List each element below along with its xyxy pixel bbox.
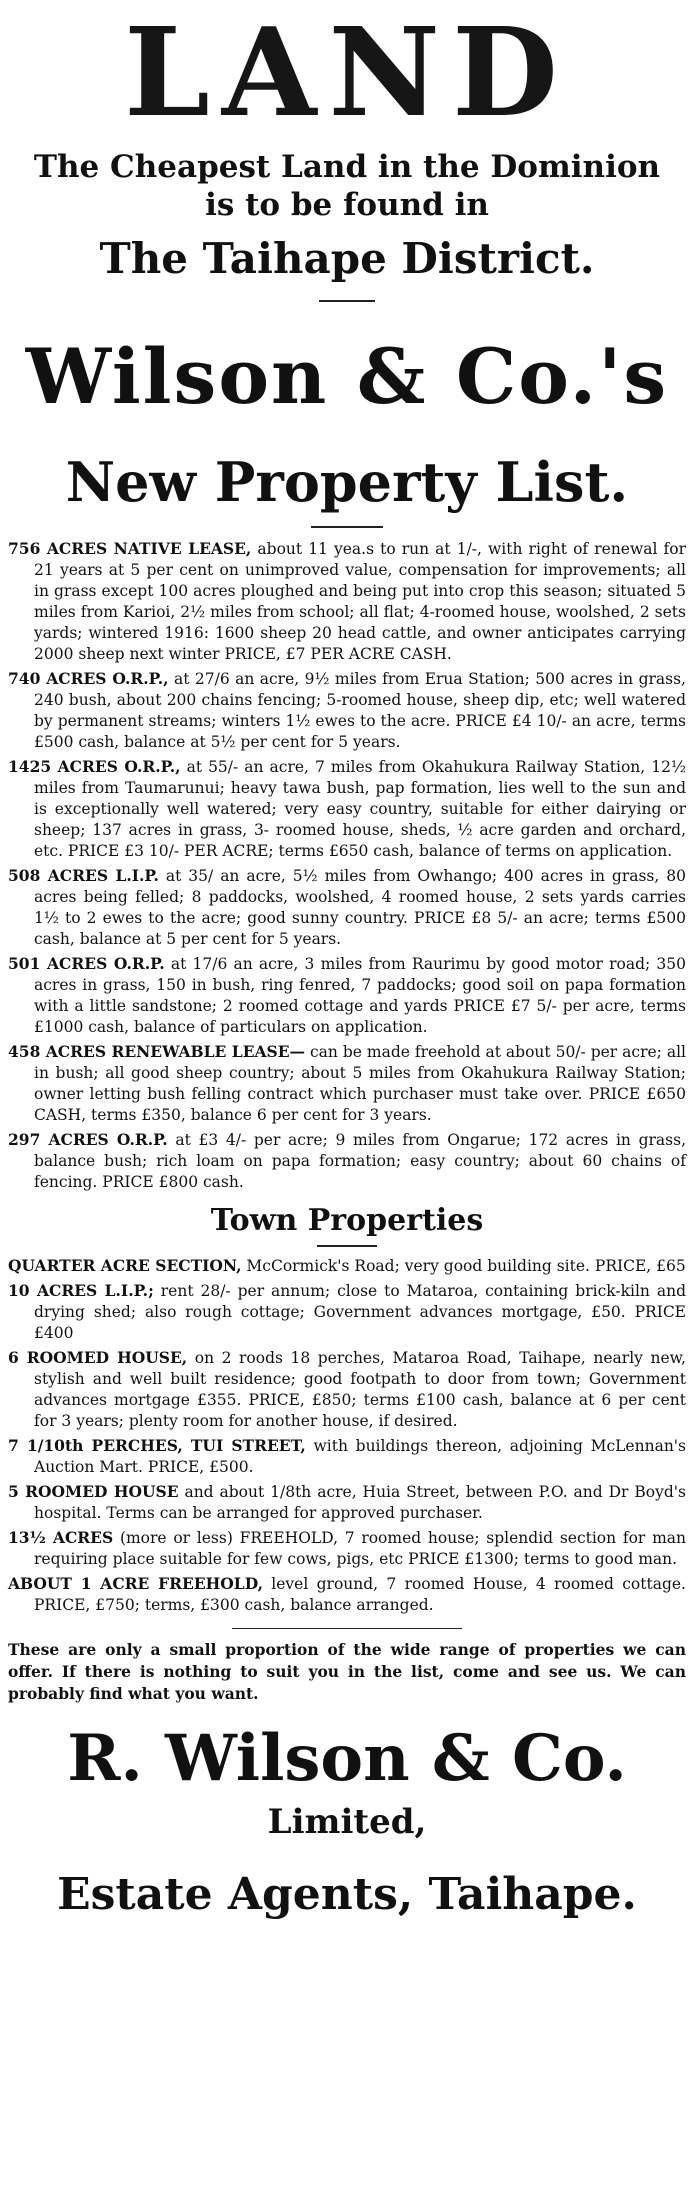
listing-heading: 458 ACRES RENEWABLE LEASE— (8, 1042, 306, 1061)
listing-body: at 27/6 an acre, 9½ miles from Erua Station; 500 acres in grass, 240 bush, about 200 chains fencing; 5-roomed house, sheep dip, etc; well watered by permanent streams; winters 1½ ewes to the acre. PRICE £4 10/- an acre, terms £500 cash, balance at 5½ per cent for 5 years. (34, 670, 686, 751)
farm-listings (8, 538, 686, 1193)
listing-heading: 740 ACRES O.R.P., (8, 669, 169, 688)
listing-heading: 10 ACRES L.I.P.; (8, 1281, 154, 1300)
district-heading: The Taihape District. (99, 234, 595, 283)
closing-note: These are only a small proportion of the wide range of properties we can offer. If there is nothing to suit you in the list, come and see us. We can probably find what you want. (8, 1640, 686, 1703)
listing-body: about 11 yea.s to run at 1/-, with right of renewal for 21 years at 5 per cent on unimproved value, compensation for improvements; all in grass except 100 acres ploughed and being put into crop this season; situated 5 miles from Karioi, 2½ miles from school; all flat; 4-roomed house, woolshed, 2 sets yards; wintered 1916: 1600 sheep 20 head cattle, and owner anticipates carrying 2000 sheep next winter PRICE, £7 PER ACRE CASH. (34, 540, 686, 663)
listing-item (8, 1573, 686, 1616)
firm-limited: Limited, (267, 1802, 427, 1842)
listing-body: with buildings thereon, adjoining McLennan's Auction Mart. PRICE, £500. (34, 1437, 687, 1476)
firm-heading: Wilson & Co.'s (25, 332, 669, 421)
listing-body: at £3 4/- per acre; 9 miles from Ongarue; 172 acres in grass, balance bush; rich loam on papa formation; easy country; about 60 chains of fencing. PRICE £800 cash. (34, 1131, 686, 1191)
firm-role: Estate Agents, Taihape. (57, 1869, 637, 1920)
listing-item (8, 668, 686, 753)
listing-item (8, 756, 686, 862)
town-listings (8, 1255, 686, 1616)
listing-body: can be made freehold at about 50/- per acre; all in bush; all good sheep country; about 5 miles from Okahukura Railway Station; owner letting bush felling contract which purchaser must take over. PRICE £650 CASH, terms £350, balance 6 per cent for 3 years. (34, 1043, 686, 1124)
listing-heading: 5 ROOMED HOUSE (8, 1482, 179, 1501)
listing-item (8, 1041, 686, 1126)
listing-body: level ground, 7 roomed House, 4 roomed cottage. PRICE, £750; terms, £300 cash, balance arranged. (34, 1575, 686, 1614)
intro-line-1: The Cheapest Land in the Dominion (33, 149, 661, 185)
listing-heading: 1425 ACRES O.R.P., (8, 757, 181, 776)
ad-title: LAND (124, 0, 570, 144)
listing-body: and about 1/8th acre, Huia Street, between P.O. and Dr Boyd's hospital. Terms can be arranged for approved purchaser. (34, 1483, 686, 1522)
listing-heading: 13½ ACRES (8, 1528, 114, 1547)
listing-item (8, 1527, 686, 1570)
listing-item (8, 1280, 686, 1344)
divider (317, 1245, 377, 1247)
town-properties-heading: Town Properties (210, 1203, 484, 1238)
listing-heading: 6 ROOMED HOUSE, (8, 1348, 188, 1367)
divider (232, 1628, 462, 1629)
listing-item (8, 1481, 686, 1524)
listing-item (8, 1255, 686, 1277)
listing-body: McCormick's Road; very good building site. PRICE, £65 (246, 1257, 686, 1275)
listing-heading: 508 ACRES L.I.P. (8, 866, 159, 885)
listing-heading: ABOUT 1 ACRE FREEHOLD, (8, 1574, 263, 1593)
listing-item (8, 865, 686, 950)
firm-signature: R. Wilson & Co. (67, 1721, 627, 1796)
listing-heading: 7 1/10th PERCHES, TUI STREET, (8, 1436, 306, 1455)
intro-line-2: is to be found in (205, 187, 489, 223)
listing-body: at 17/6 an acre, 3 miles from Raurimu by good motor road; 350 acres in grass, 150 in bush, ring fenred, 7 paddocks; good soil on papa formation with a little sandstone; 2 roomed cottage and yards PRICE £7 5/- per acre, terms £1000 cash, balance of particulars on application. (34, 955, 686, 1036)
listing-item (8, 1347, 686, 1432)
listing-heading: 297 ACRES O.R.P. (8, 1130, 168, 1149)
divider (319, 300, 375, 302)
listing-item (8, 538, 686, 665)
listing-body: rent 28/- per annum; close to Mataroa, containing brick-kiln and drying shed; also rough cottage; Government advances mortgage, £50. PRICE £400 (34, 1282, 686, 1342)
listing-body: on 2 roods 18 perches, Mataroa Road, Taihape, nearly new, stylish and well built residence; good footpath to door from town; Government advances mortgage £355. PRICE, £850; terms £100 cash, balance at 6 per cent for 3 years; plenty room for another house, if desired. (34, 1349, 686, 1430)
listing-item (8, 1435, 686, 1478)
divider (311, 526, 383, 528)
listing-item (8, 1129, 686, 1193)
listing-heading: 756 ACRES NATIVE LEASE, (8, 539, 252, 558)
listing-body: at 35/ an acre, 5½ miles from Owhango; 400 acres in grass, 80 acres being felled; 8 paddocks, woolshed, 4 roomed house, 2 sets yards carries 1½ to 2 ewes to the acre; good sunny country. PRICE £8 5/- an acre; terms £500 cash, balance at 5 per cent for 5 years. (34, 867, 686, 948)
listing-body: (more or less) FREEHOLD, 7 roomed house; splendid section for man requiring place suitable for few cows, pigs, etc PRICE £1300; terms to good man. (34, 1529, 686, 1568)
listing-body: at 55/- an acre, 7 miles from Okahukura Railway Station, 12½ miles from Taumarunui; heavy tawa bush, pap formation, lies well to the sun and is exceptionally well watered; very easy country, suitable for either dairying or sheep; 137 acres in grass, 3- roomed house, sheds, ½ acre garden and orchard, etc. PRICE £3 10/- PER ACRE; terms £650 cash, balance of terms on application. (34, 758, 686, 860)
list-title: New Property List. (65, 450, 629, 514)
listing-heading: 501 ACRES O.R.P. (8, 954, 165, 973)
listing-heading: QUARTER ACRE SECTION, (8, 1256, 242, 1275)
listing-item (8, 953, 686, 1038)
